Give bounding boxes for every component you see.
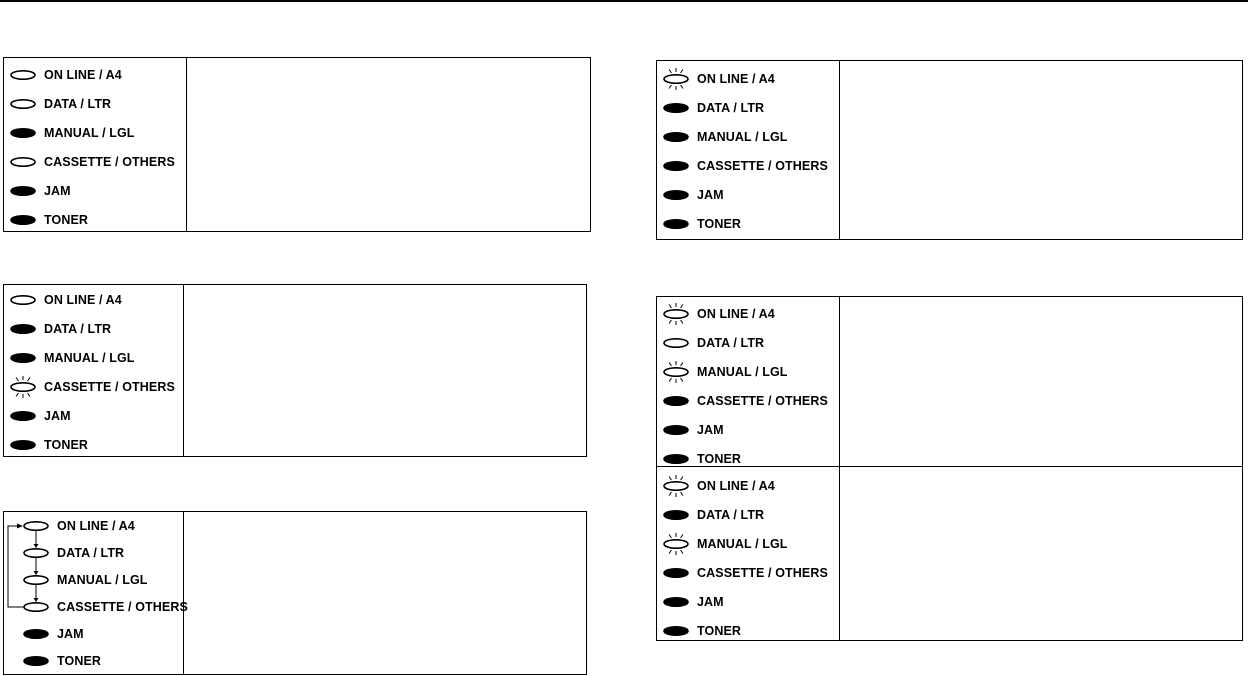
led-row [4, 347, 180, 369]
top-rule [0, 0, 1248, 2]
led-label: MANUAL / LGL [57, 573, 148, 587]
led-row [657, 303, 836, 325]
description-column [840, 297, 1242, 466]
led-label: JAM [697, 188, 724, 202]
led-off-icon [662, 390, 692, 412]
led-label: TONER [697, 217, 742, 231]
led-row [4, 180, 183, 202]
led-label: JAM [697, 423, 724, 437]
led-row [657, 332, 836, 354]
led-off-icon [662, 419, 692, 441]
led-label: DATA / LTR [57, 546, 125, 560]
led-label: CASSETTE / OTHERS [44, 155, 175, 169]
led-off-icon [662, 620, 692, 642]
led-row [657, 475, 836, 497]
led-off-icon [9, 209, 39, 231]
led-row [657, 155, 836, 177]
led-label: JAM [697, 595, 724, 609]
description-column [184, 285, 586, 456]
led-label: MANUAL / LGL [44, 126, 135, 140]
description-column [184, 512, 586, 674]
led-row [657, 68, 836, 90]
led-label: CASSETTE / OTHERS [57, 600, 188, 614]
led-row [4, 122, 183, 144]
led-off-icon [662, 126, 692, 148]
led-panel-f [656, 466, 1243, 641]
led-blink-icon [662, 475, 692, 497]
led-label: CASSETTE / OTHERS [44, 380, 175, 394]
led-off-icon [662, 97, 692, 119]
led-indicator-column [657, 61, 840, 239]
led-indicator-column [4, 58, 187, 231]
led-on-icon [662, 332, 692, 354]
led-row [657, 390, 836, 412]
led-row [657, 533, 836, 555]
led-blink-icon [9, 376, 39, 398]
led-off-icon [9, 122, 39, 144]
led-label: TONER [57, 654, 102, 668]
sequence-arrows-icon [4, 512, 64, 676]
led-row [657, 184, 836, 206]
led-label: MANUAL / LGL [697, 537, 788, 551]
led-panel-d [656, 60, 1243, 240]
led-off-icon [662, 184, 692, 206]
led-panel-e [656, 296, 1243, 467]
led-row [4, 151, 183, 173]
led-panel-b [3, 284, 587, 457]
led-row [657, 213, 836, 235]
description-column [840, 467, 1242, 640]
led-row [4, 405, 180, 427]
led-row [657, 126, 836, 148]
led-label: DATA / LTR [697, 508, 765, 522]
led-row [657, 361, 836, 383]
description-column [840, 61, 1242, 239]
led-blink-icon [662, 533, 692, 555]
led-label: CASSETTE / OTHERS [697, 394, 828, 408]
led-blink-icon [662, 361, 692, 383]
led-label: TONER [697, 624, 742, 638]
led-row [4, 376, 180, 398]
led-indicator-column [657, 297, 840, 466]
led-row [4, 434, 180, 456]
led-row [657, 591, 836, 613]
description-column [187, 58, 590, 231]
led-blink-icon [662, 68, 692, 90]
led-off-icon [9, 347, 39, 369]
led-off-icon [662, 155, 692, 177]
led-label: JAM [44, 184, 71, 198]
led-row [657, 562, 836, 584]
led-off-icon [662, 591, 692, 613]
led-label: DATA / LTR [697, 101, 765, 115]
led-label: ON LINE / A4 [44, 68, 122, 82]
led-label: TONER [44, 438, 89, 452]
led-label: DATA / LTR [44, 97, 112, 111]
led-label: DATA / LTR [44, 322, 112, 336]
led-off-icon [662, 562, 692, 584]
led-label: MANUAL / LGL [697, 365, 788, 379]
led-row [4, 209, 183, 231]
led-label: ON LINE / A4 [697, 479, 775, 493]
led-blink-icon [662, 303, 692, 325]
led-off-icon [9, 434, 39, 456]
led-off-icon [9, 405, 39, 427]
led-label: CASSETTE / OTHERS [697, 159, 828, 173]
led-on-icon [9, 289, 39, 311]
led-on-icon [9, 64, 39, 86]
led-label: JAM [57, 627, 84, 641]
led-off-icon [662, 504, 692, 526]
led-off-icon [9, 318, 39, 340]
led-label: JAM [44, 409, 71, 423]
led-row [4, 318, 180, 340]
led-off-icon [662, 213, 692, 235]
led-label: ON LINE / A4 [697, 72, 775, 86]
led-label: TONER [44, 213, 89, 227]
led-label: ON LINE / A4 [57, 519, 135, 533]
led-indicator-column [4, 512, 188, 674]
led-row [4, 93, 183, 115]
led-label: ON LINE / A4 [44, 293, 122, 307]
led-row [657, 97, 836, 119]
led-on-icon [9, 151, 39, 173]
led-label: MANUAL / LGL [697, 130, 788, 144]
led-label: TONER [697, 452, 742, 466]
led-indicator-column [4, 285, 184, 456]
led-row [4, 64, 183, 86]
led-indicator-column [657, 467, 840, 640]
led-off-icon [9, 180, 39, 202]
led-row [657, 419, 836, 441]
led-row [657, 504, 836, 526]
led-panel-c [3, 511, 587, 675]
led-panel-a [3, 57, 591, 232]
led-label: ON LINE / A4 [697, 307, 775, 321]
led-label: DATA / LTR [697, 336, 765, 350]
led-row [657, 620, 836, 642]
led-row [4, 289, 180, 311]
led-label: CASSETTE / OTHERS [697, 566, 828, 580]
led-label: MANUAL / LGL [44, 351, 135, 365]
led-on-icon [9, 93, 39, 115]
